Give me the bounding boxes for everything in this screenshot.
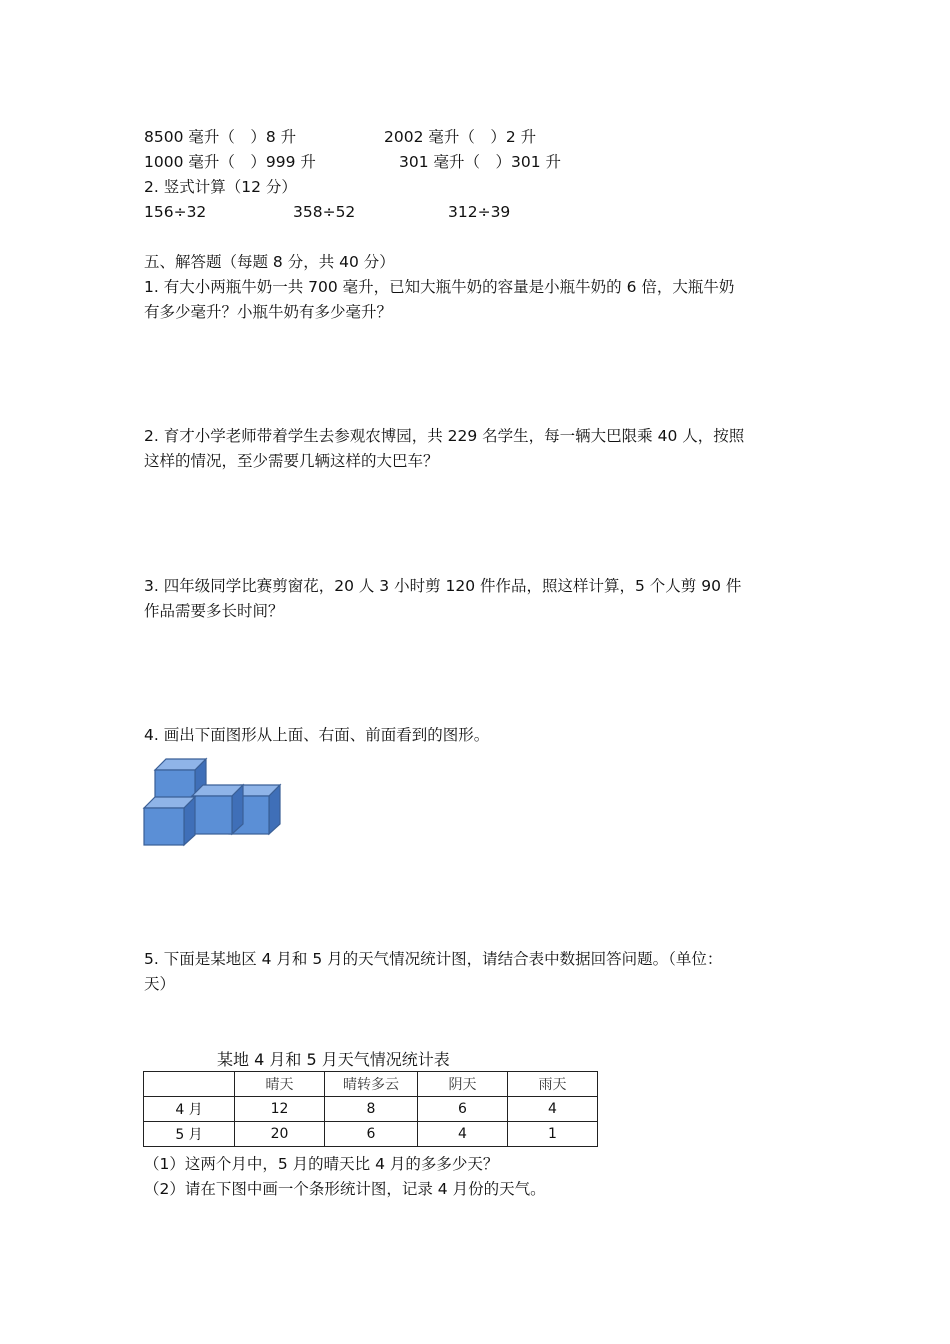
table-cell: 6 <box>325 1122 418 1147</box>
table-title: 某地 4 月和 5 月天气情况统计表 <box>217 1050 450 1069</box>
table-header-cell: 晴天 <box>235 1072 325 1097</box>
question-2-line1: 2. 育才小学老师带着学生去参观农博园，共 229 名学生，每一辆大巴限乘 40 人，按照 <box>144 427 745 445</box>
question-2-line2: 这样的情况，至少需要几辆这样的大巴车？ <box>144 452 439 470</box>
question-3-line1: 3. 四年级同学比赛剪窗花，20 人 3 小时剪 120 件作品，照这样计算，5 个人剪 90 件 <box>144 577 742 595</box>
table-cell: 12 <box>235 1097 325 1122</box>
vertical-calc-heading: 2. 竖式计算（12 分） <box>144 178 297 196</box>
table-cell: 8 <box>325 1097 418 1122</box>
row-label: 4 月 <box>144 1097 235 1122</box>
compare-2a: 1000 毫升（ ）999 升 <box>144 153 316 171</box>
section-heading: 五、解答题（每题 8 分，共 40 分） <box>144 253 395 271</box>
table-row <box>144 1122 598 1147</box>
question-5-line1: 5. 下面是某地区 4 月和 5 月的天气情况统计图，请结合表中数据回答问题。（单位： <box>144 950 723 968</box>
table-header-cell: 阴天 <box>418 1072 508 1097</box>
calc-item-2: 358÷52 <box>293 203 356 221</box>
question-1-line2: 有多少毫升？小瓶牛奶有多少毫升？ <box>144 303 393 321</box>
table-cell: 20 <box>235 1122 325 1147</box>
cube-front-left <box>144 797 195 845</box>
cube-figure <box>142 746 284 848</box>
table-row <box>144 1097 598 1122</box>
table-header-cell <box>144 1072 235 1097</box>
cube-middle <box>192 785 243 834</box>
table-cell: 1 <box>508 1122 598 1147</box>
row-label: 5 月 <box>144 1122 235 1147</box>
sub-question-1: （1）这两个月中，5 月的晴天比 4 月的多多少天？ <box>144 1155 499 1173</box>
question-4-line1: 4. 画出下面图形从上面、右面、前面看到的图形。 <box>144 726 490 744</box>
sub-question-2: （2）请在下图中画一个条形统计图，记录 4 月份的天气。 <box>144 1180 546 1198</box>
question-3-line2: 作品需要多长时间？ <box>144 602 284 620</box>
compare-2b: 301 毫升（ ）301 升 <box>399 153 562 171</box>
compare-1b: 2002 毫升（ ）2 升 <box>384 128 537 146</box>
calc-item-3: 312÷39 <box>448 203 511 221</box>
weather-table <box>143 1071 598 1147</box>
table-header-row <box>144 1072 598 1097</box>
question-1-line1: 1. 有大小两瓶牛奶一共 700 毫升，已知大瓶牛奶的容量是小瓶牛奶的 6 倍，大瓶牛奶 <box>144 278 735 296</box>
calc-item-1: 156÷32 <box>144 203 207 221</box>
question-5-line2: 天） <box>144 975 176 993</box>
compare-1a: 8500 毫升（ ）8 升 <box>144 128 297 146</box>
table-cell: 4 <box>508 1097 598 1122</box>
table-header-cell: 雨天 <box>508 1072 598 1097</box>
table-cell: 6 <box>418 1097 508 1122</box>
table-cell: 4 <box>418 1122 508 1147</box>
table-header-cell: 晴转多云 <box>325 1072 418 1097</box>
